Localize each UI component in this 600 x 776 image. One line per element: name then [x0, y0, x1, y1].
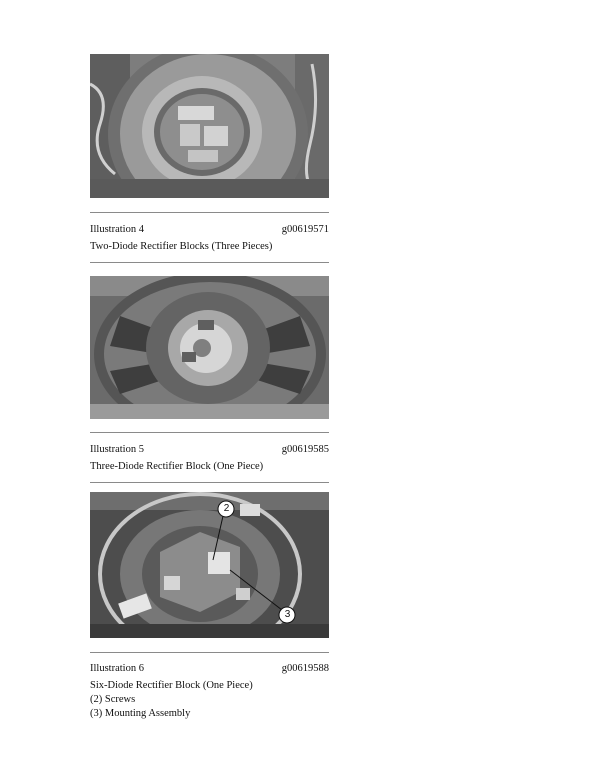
illustration-6-photo [90, 492, 329, 638]
illustration-number: Illustration 5 [90, 444, 144, 455]
graphic-code: g00619571 [281, 224, 329, 235]
illustration-caption: Three-Diode Rectifier Block (One Piece) [90, 461, 264, 472]
graphic-code: g00619588 [281, 663, 329, 674]
divider [90, 652, 329, 653]
divider [90, 482, 329, 483]
divider [90, 212, 329, 213]
divider [90, 432, 329, 433]
graphic-code: g00619585 [281, 444, 329, 455]
illustration-5-photo [90, 276, 329, 419]
divider [90, 262, 329, 263]
callout-2: 2 [223, 503, 230, 514]
legend-item: (2) Screws [90, 694, 136, 705]
illustration-number: Illustration 4 [90, 224, 144, 235]
illustration-4-photo [90, 54, 329, 198]
illustration-caption: Two-Diode Rectifier Blocks (Three Pieces) [90, 241, 273, 252]
illustration-caption: Six-Diode Rectifier Block (One Piece) [90, 680, 253, 691]
illustration-number: Illustration 6 [90, 663, 144, 674]
legend-item: (3) Mounting Assembly [90, 708, 191, 719]
callout-3: 3 [284, 609, 291, 620]
